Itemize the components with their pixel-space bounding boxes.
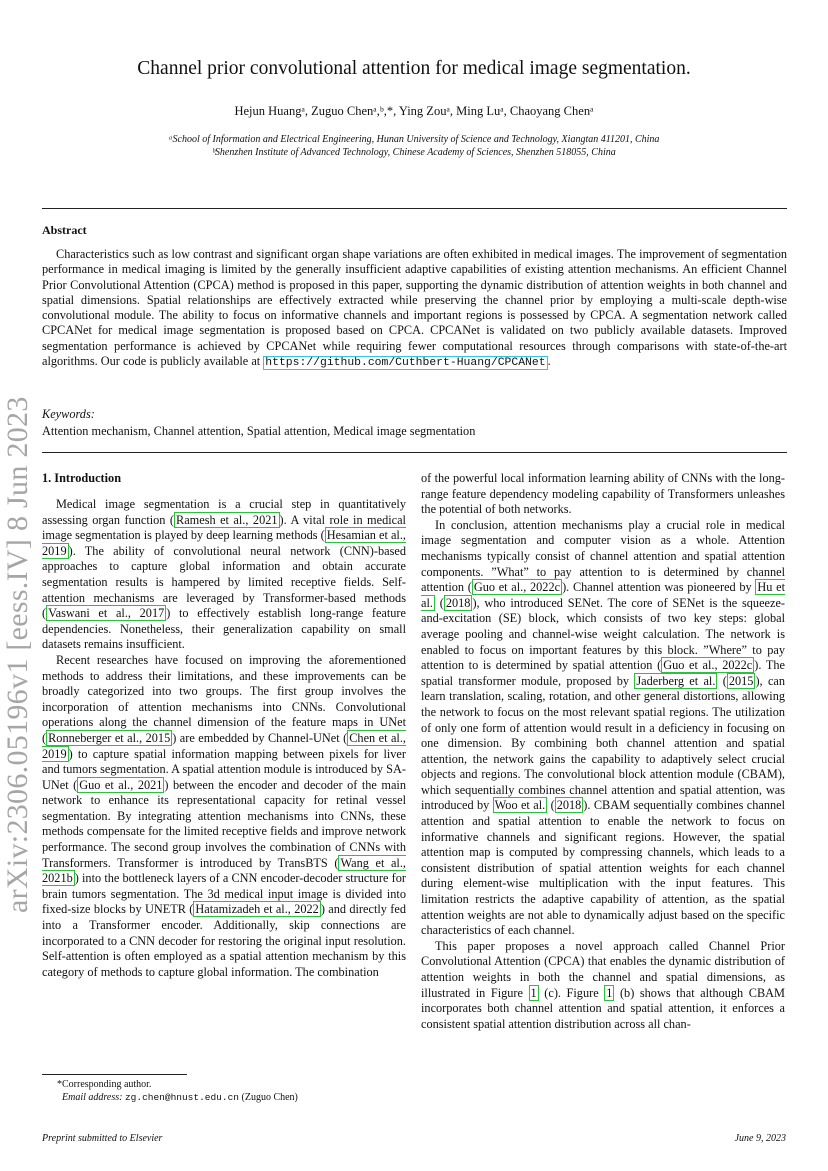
citation-link[interactable]: Chen et al., 2019 <box>42 730 406 761</box>
abstract-period: . <box>547 354 551 369</box>
figure-link[interactable]: 1 <box>606 985 613 1000</box>
section-heading-introduction: 1. Introduction <box>42 471 122 485</box>
abstract-text <box>42 247 787 371</box>
keywords-heading: Keywords: <box>42 407 95 421</box>
footnote-rule <box>42 1074 187 1075</box>
intro-paragraph-2: Recent researches have focused on improving the aforementioned methods to address their limitations, and these improvements can be broadly categorized into two groups. The first group involves the incorporation of attention mechanisms into CNNs. Convolutional operations along the channel dimension of the feature maps in UNet ( Ronneberger et al., 2015 ) are embedded by Channel-UNet ( Chen et al., 2019 ) to capture spatial information mapping between pixels for liver and tumors segmentation. A spatial attention module is introduced by SA-UNet ( Guo et al., 2021 ) between the encoder and decoder of the main network to enhance its representational capacity for retinal vessel segmentation. By integrating attention mechanisms into CNNs, these methods compensate for the limited receptive fields and improve network performance. The second group involves the combination of CNNs with Transformers. Transformer is introduced by TransBTS ( Wang et al., 2021b ) into the bottleneck layers of a CNN encoder-decoder structure for brain tumors segmentation. The 3d medical input image is divided into fixed-size blocks by UNETR ( Hatamizadeh et al., 2022 ) and directly fed into a Transformer encoder. Additionally, skip connections are incorporated to a CNN decoder for restoring the original input resolution. Self-attention is often employed as a spatial attention mechanism by this category of methods to capture global information. The combination <box>42 652 406 979</box>
citation-link[interactable]: 2018 <box>445 595 471 610</box>
intro-paragraph-4: This paper proposes a novel approach called Channel Prior Convolutional Attention (CPCA) that enables the dynamic distribution of attention weights in both the channel and spatial dimensions, as illustrated in Figure 1 (c). Figure 1 (b) shows that although CBAM incorporates both channel attention and spatial attention, it enforces a consistent spatial attention distribution across all chan- <box>421 938 785 1031</box>
intro-paragraph-continued: of the powerful local information learning ability of CNNs with the long-range feature dependency modeling capability of Transformers unleashes the potential of both networks. <box>421 471 785 517</box>
email-label: Email address: <box>62 1092 123 1103</box>
arxiv-watermark: arXiv:2306.05196v1 [eess.IV] 8 Jun 2023 <box>1 396 34 913</box>
citation-link[interactable]: Guo et al., 2021 <box>79 777 163 792</box>
corresponding-author-note: *Corresponding author. <box>57 1079 152 1090</box>
top-rule <box>42 208 787 209</box>
citation-link[interactable]: 2015 <box>728 673 754 688</box>
figure-link[interactable]: 1 <box>530 985 537 1000</box>
paper-title: Channel prior convolutional attention for medical image segmentation. <box>137 58 691 79</box>
left-column <box>42 497 406 980</box>
affiliation-a: ᵃSchool of Information and Electrical Engineering, Hunan University of Science and Technology, Xiangtan 411201, China <box>168 134 660 145</box>
citation-link[interactable]: Ramesh et al., 2021 <box>176 512 278 527</box>
author-list: Hejun Huangᵃ, Zuguo Chenᵃ,ᵇ,*, Ying Zouᵃ, Ming Luᵃ, Chaoyang Chenᵃ <box>234 104 594 118</box>
email-address[interactable]: zg.chen@hnust.edu.cn <box>124 1092 239 1103</box>
keywords-rule <box>42 452 787 453</box>
abstract-body: Characteristics such as low contrast and significant organ shape variations are often exhibited in medical images. The improvement of segmentation performance in medical imaging is limited by the generally insufficient adaptive capabilities of existing attention mechanisms. An efficient Channel Prior Convolutional Attention (CPCA) method is proposed in this paper, supporting the dynamic distribution of attention weights in both channel and spatial dimensions. Spatial relationships are effectively extracted while preserving the channel prior by employing a multi-scale depth-wise convolutional module. The ability to focus on informative channels and important regions is possessed by CPCA. A segmentation network called CPCANet for medical image segmentation is proposed based on CPCA. CPCANet is validated on two publicly available datasets. Improved segmentation performance is achieved by CPCANet while requiring fewer computational resources through comparisons with state-of-the-art algorithms. Our code is publicly available at <box>42 247 787 369</box>
code-link[interactable]: https://github.com/Cuthbert-Huang/CPCANet <box>265 357 546 370</box>
citation-link[interactable]: Hesamian et al., 2019 <box>42 528 406 558</box>
citation-link[interactable]: Guo et al., 2022c <box>473 580 561 595</box>
citation-link[interactable]: Hu et al. <box>421 580 785 610</box>
footer-date: June 9, 2023 <box>734 1133 786 1144</box>
footnote <box>42 1078 298 1104</box>
affiliation-b: ᵇShenzhen Institute of Advanced Technology, Chinese Academy of Sciences, Shenzhen 518055, China <box>212 147 616 158</box>
intro-paragraph-3: In conclusion, attention mechanisms play a crucial role in medical image segmentation and computer vision as a whole. Attention mechanisms typically consist of channel attention and spatial attention components. ”What” to pay attention to is determined by channel attention ( Guo et al., 2022c ). Channel attention was pioneered by Hu et al. ( 2018 ), who introduced SENet. The core of SENet is the squeeze-and-excitation (SE) block, which consists of two key steps: global average pooling and channel-wise weight calculation. The network is enabled to focus on important features by this block. ”Where” to pay attention to is determined by spatial attention ( Guo et al., 2022c ). The spatial transformer module, proposed by Jaderberg et al. ( 2015 ), can learn translation, scaling, rotation, and other general distortions, allowing the network to focus on the most relevant spatial regions. The utilization of only one form of attention would result in a deficiency in focusing on one dimension. By combining both channel attention and spatial attention, the network gains the capability to adaptively select crucial objects and regions. The convolutional block attention module (CBAM), which sequentially combines channel attention and spatial attention, was introduced by Woo et al. ( 2018 ). CBAM sequentially combines channel attention and spatial attention to enable the network to focus on informative channels and significant regions. However, the spatial attention map is computed by compressing channels, which leads to a consistent distribution of spatial attention weights for each channel during element-wise multiplication with the input features. This limitation restricts the adaptive capability of attention, as the spatial attention weights are not able to dynamically adjust based on the specific characteristics of each channel. <box>421 517 786 938</box>
email-owner: (Zuguo Chen) <box>241 1092 298 1103</box>
citation-link[interactable]: Wang et al., 2021b <box>42 855 406 886</box>
right-column <box>421 471 785 1032</box>
email-note <box>42 1091 298 1104</box>
affiliations <box>0 133 828 159</box>
keywords-text: Attention mechanism, Channel attention, Spatial attention, Medical image segmentation <box>42 424 476 438</box>
citation-link[interactable]: Hatamizadeh et al., 2022 <box>195 902 319 917</box>
citation-link[interactable]: Woo et al. <box>494 798 546 813</box>
citation-link[interactable]: 2018 <box>556 798 582 813</box>
intro-paragraph-1: Medical image segmentation is a crucial step in quantitatively assessing organ function ( Ramesh et al., 2021 ). A vital role in medical image segmentation is played by deep learning methods ( Hesamian et al., 2019 ). The ability of convolutional neural network (CNN)-based approaches to capture global information and obtain accurate segmentation results is hampered by limited receptive fields. Self-attention mechanisms are leveraged by Transformer-based methods ( Vaswani et al., 2017 ) to effectively establish long-range feature dependencies. Nonetheless, their generalization capability on small datasets remains insufficient. <box>42 497 406 652</box>
footer-preprint: Preprint submitted to Elsevier <box>42 1133 163 1144</box>
abstract-heading: Abstract <box>42 223 87 237</box>
citation-link[interactable]: Ronneberger et al., 2015 <box>48 730 171 745</box>
citation-link[interactable]: Jaderberg et al. <box>636 673 716 688</box>
citation-link[interactable]: Vaswani et al., 2017 <box>48 606 165 621</box>
citation-link[interactable]: Guo et al., 2022c <box>663 658 753 673</box>
